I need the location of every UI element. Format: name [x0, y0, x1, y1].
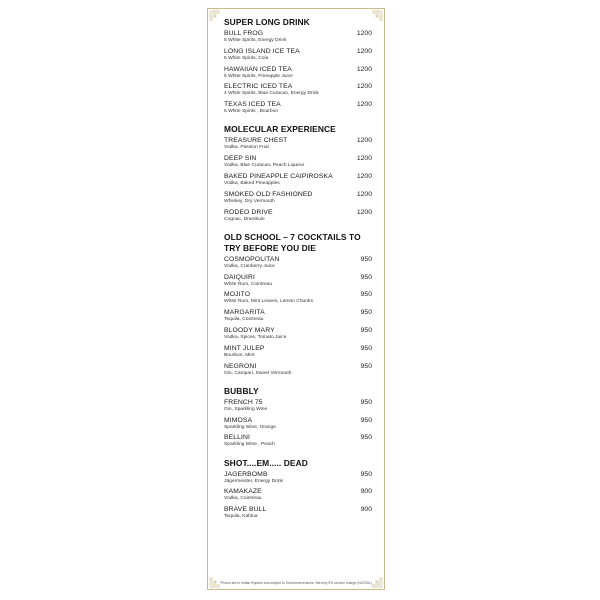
footer-note: *Prices are in Indian Rupees and subject to Government taxes. We levy 5% service charge (NCR/DL) — [219, 581, 373, 585]
item-name: BRAVE BULL — [224, 506, 267, 514]
item-description: Vodka, Spices, Tomato Juice — [224, 334, 287, 340]
item-description: 5 White Spirits , Bourbon — [224, 109, 279, 115]
item-description: White Rum, Mint Leaves, Lemon Chunks — [224, 299, 313, 305]
item-price: 900 — [360, 506, 372, 514]
item-name: TEXAS ICED TEA — [224, 101, 281, 109]
menu-item — [224, 155, 372, 169]
item-description: Bourbon, Mint — [224, 352, 255, 358]
menu-item — [224, 66, 372, 80]
menu-item — [224, 327, 372, 341]
item-description: Jägermeister, Energy Drink — [224, 478, 283, 484]
menu-item — [224, 363, 372, 377]
menu-item — [224, 399, 372, 413]
item-price: 950 — [360, 344, 372, 352]
item-price: 950 — [360, 326, 372, 334]
item-description: White Rum, Cointreau — [224, 281, 273, 287]
item-name: BLOODY MARY — [224, 326, 275, 334]
menu-section — [224, 232, 372, 377]
menu-item — [224, 101, 372, 115]
section-title: SHOT....EM..... DEAD — [224, 457, 308, 468]
item-price: 950 — [360, 309, 372, 317]
menu-item — [224, 83, 372, 97]
item-name: SMOKED OLD FASHIONED — [224, 190, 313, 198]
menu-item — [224, 173, 372, 187]
menu-item — [224, 274, 372, 288]
menu-item — [224, 506, 372, 520]
menu-item — [224, 137, 372, 151]
menu-item — [224, 291, 372, 305]
menu-section — [224, 124, 372, 222]
item-description: 5 White Spirits, Energy Drink — [224, 38, 287, 43]
item-price: 950 — [360, 434, 372, 442]
item-name: MARGARITA — [224, 309, 265, 317]
corner-ornament — [371, 10, 383, 22]
section-title: BUBBLY — [224, 385, 259, 396]
item-description: Sparkling Wine, Orange — [224, 424, 276, 430]
item-price: 1200 — [356, 190, 372, 198]
item-description: 5 White Spirits, Pineapple Juice — [224, 73, 293, 79]
item-price: 1200 — [356, 208, 372, 216]
item-price: 950 — [360, 416, 372, 424]
menu-item — [224, 417, 372, 431]
item-price: 950 — [360, 273, 372, 281]
item-name: FRENCH 75 — [224, 398, 263, 406]
item-price: 900 — [360, 488, 372, 496]
item-name: BULL FROG — [224, 30, 264, 37]
item-description: 5 White Spirits, Cola — [224, 55, 269, 61]
item-name: RODEO DRIVE — [224, 208, 273, 216]
section-title: SUPER LONG DRINK — [224, 17, 310, 27]
item-description: 4 White Spirits, Blue Curacao, Energy Drink — [224, 91, 319, 97]
item-price: 950 — [360, 255, 372, 263]
item-description: Sparkling Wine , Peach — [224, 442, 275, 448]
menu-item — [224, 30, 372, 44]
item-description: Vodka, Cointreau — [224, 496, 262, 502]
item-price: 950 — [360, 398, 372, 406]
section-title: MOLECULAR EXPERIENCE — [224, 124, 336, 135]
item-name: HAWAIIAN ICED TEA — [224, 65, 292, 73]
menu-item — [224, 471, 372, 485]
menu-item — [224, 48, 372, 62]
item-name: NEGRONI — [224, 362, 257, 370]
item-name: JAGERBOMB — [224, 470, 268, 478]
menu-section — [224, 458, 372, 521]
item-description: Gin, Campari, Sweet Vermouth — [224, 370, 292, 376]
item-name: ELECTRIC ICED TEA — [224, 83, 293, 91]
item-name: BELLINI — [224, 434, 251, 442]
item-name: MIMOSA — [224, 416, 253, 424]
item-name: DEEP SIN — [224, 155, 257, 163]
item-price: 1200 — [356, 155, 372, 163]
item-price: 1200 — [356, 172, 372, 180]
item-price: 1200 — [356, 47, 372, 55]
menu-section — [224, 386, 372, 449]
item-description: Vodka, Baked Pineapples — [224, 180, 280, 186]
item-name: TREASURE CHEST — [224, 137, 288, 145]
menu-item — [224, 256, 372, 270]
item-name: KAMAKAZE — [224, 488, 262, 496]
menu-item — [224, 345, 372, 359]
item-description: Cognac, Drambuie — [224, 216, 265, 222]
item-description: Tequila, Kahlua — [224, 514, 258, 520]
corner-ornament — [209, 10, 221, 22]
item-price: 1200 — [356, 83, 372, 91]
item-description: Gin, Sparkling Wine — [224, 406, 268, 412]
menu-item — [224, 434, 372, 448]
item-name: COSMOPOLITAN — [224, 255, 280, 263]
item-price: 1200 — [356, 65, 372, 73]
menu-item — [224, 191, 372, 205]
menu-card — [207, 8, 385, 590]
section-title: OLD SCHOOL – 7 COCKTAILS TO TRY BEFORE YOU DIE — [224, 231, 361, 253]
menu-item — [224, 309, 372, 323]
item-name: DAIQUIRI — [224, 273, 256, 281]
item-name: MINT JULEP — [224, 344, 265, 352]
item-price: 950 — [360, 291, 372, 299]
item-name: BAKED PINEAPPLE CAIPIROSKA — [224, 172, 333, 180]
item-price: 1200 — [356, 30, 372, 37]
item-description: Vodka, Cranberry Juice — [224, 263, 275, 269]
item-price: 950 — [360, 470, 372, 478]
item-description: Vodka, Passion Fruit — [224, 145, 269, 151]
item-price: 1200 — [356, 137, 372, 145]
menu-item — [224, 488, 372, 502]
item-price: 1200 — [356, 101, 372, 109]
menu-content — [224, 17, 372, 529]
item-description: Tequila, Cointreau — [224, 317, 264, 323]
menu-item — [224, 209, 372, 223]
item-price: 950 — [360, 362, 372, 370]
item-name: LONG ISLAND ICE TEA — [224, 47, 300, 55]
item-description: Whiskey, Dry Vermouth — [224, 198, 275, 204]
menu-section — [224, 17, 372, 115]
item-name: MOJITO — [224, 291, 251, 299]
item-description: Vodka, Blue Curacao, Peach Liqueur — [224, 163, 305, 169]
